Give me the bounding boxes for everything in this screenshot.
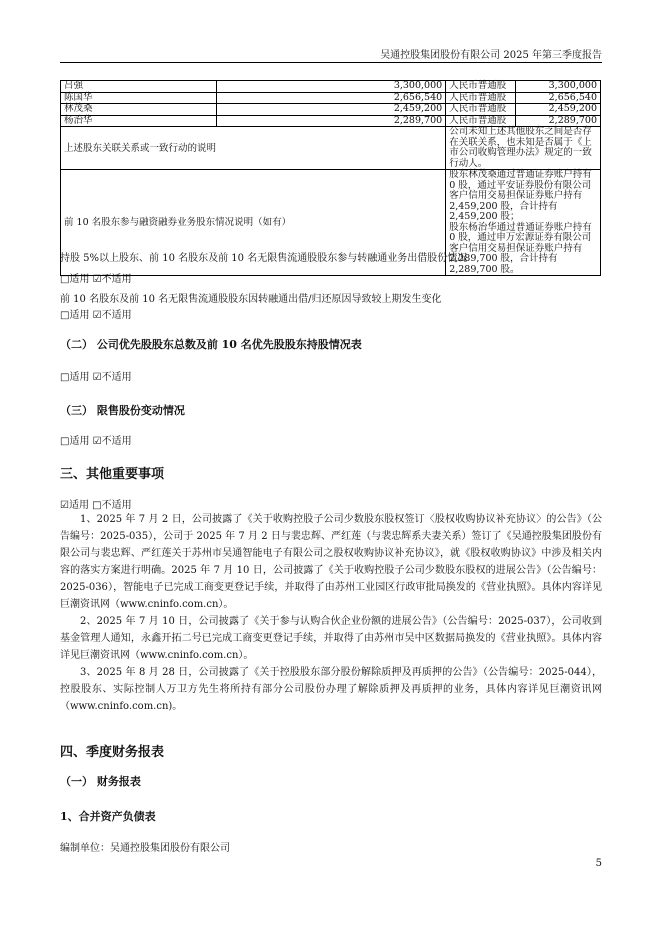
share-type: 人民币普通股: [446, 92, 516, 104]
shareholder-shares: 2,459,200: [216, 104, 446, 116]
shareholder-name: 吕强: [61, 81, 217, 93]
margin-label: 前 10 名股东参与融资融券业务股东情况说明（如有）: [61, 170, 446, 276]
matter-paragraph-1: 1、2025 年 7 月 2 日，公司披露了《关于收购控股子公司少数股东股权签订〈股权收购协议补充协议〉的公告》（公告编号：2025-035），公司于 2025 年 7 月 2 日与裴忠辉、严红莲（与裴忠辉系夫妻关系）签订了《吴通控股集团股份有限公司与裴忠辉、严红莲关于苏州市吴通智能电子有限公司之股权收购协议补充协议》，就《股权收购协议》中涉及相关内容的落实方案进行明确。2025 年 7 月 10 日，公司披露了《关于收购控股子公司少数股东股权的进展公告》（公告编号：2025-036），智能电子已完成工商变更登记手续，并取得了由苏州工业园区行政审批局换发的《营业执照》。具体内容详见巨潮资讯网（www.cninfo.com.cn）。: [60, 514, 602, 610]
financial-statements-title: （一） 财务报表: [60, 775, 141, 788]
share-type: 人民币普通股: [446, 104, 516, 116]
share-type: 人民币普通股: [446, 81, 516, 93]
compiler-line: 编制单位：吴通控股集团股份有限公司: [60, 843, 230, 854]
shareholder-name: 陈国华: [61, 92, 217, 104]
shareholder-name: 杨治华: [61, 115, 217, 127]
margin-text: [446, 170, 601, 276]
shareholder-name: 林茂桑: [61, 104, 217, 116]
page-number: 5: [595, 858, 602, 869]
shareholder-shares: 2,656,540: [216, 92, 446, 104]
table-row: [61, 127, 601, 170]
applicability-note: ☑适用 □不适用: [60, 500, 132, 511]
relation-label: 上述股东关联关系或一致行动的说明: [61, 127, 446, 170]
matter-paragraph-2: 2、2025 年 7 月 10 日，公司披露了《关于参与认购合伙企业份额的进展公告》（公告编号：2025-037），公司收到基金管理人通知，永鑫开拓二号已完成工商变更登记手续，并取得了由苏州市吴中区数据局换发的《营业执照》。具体内容详见巨潮资讯网（www.cninfo.com.cn）。: [60, 616, 602, 661]
applicability-note: □适用 ☑不适用: [60, 274, 132, 285]
other-matters-body: [60, 511, 602, 715]
share-qty: 3,300,000: [516, 81, 601, 93]
shareholder-shares: 3,300,000: [216, 81, 446, 93]
applicability-note: □适用 ☑不适用: [60, 310, 132, 321]
table-row: [61, 92, 601, 104]
share-qty: 2,656,540: [516, 92, 601, 104]
share-qty: 2,289,700: [516, 115, 601, 127]
shareholder-shares: 2,289,700: [216, 115, 446, 127]
share-qty: 2,459,200: [516, 104, 601, 116]
relation-text: 公司未知上述其他股东之间是否存在关联关系，也未知是否属于《上市公司收购管理办法》规定的一致行动人。: [446, 127, 601, 170]
section-restricted-shares-title: （三） 限售股份变动情况: [60, 404, 185, 417]
header-divider: [60, 62, 602, 63]
shareholder-table: [60, 80, 601, 276]
share-type: 人民币普通股: [446, 115, 516, 127]
part4-title: 四、季度财务报表: [60, 745, 165, 760]
part3-title: 三、其他重要事项: [60, 467, 165, 482]
change-statement: 前 10 名股东及前 10 名无限售流通股股东因转融通出借/归还原因导致较上期发生变化: [60, 294, 442, 305]
balance-sheet-title: 1、合并资产负债表: [60, 810, 156, 823]
report-header: 吴通控股集团股份有限公司 2025 年第三季度报告: [380, 50, 602, 61]
lend-statement: 持股 5%以上股东、前 10 名股东及前 10 名无限售流通股股东参与转融通业务出借股份情况: [60, 253, 468, 264]
margin-text-2: 股东杨治华通过普通证券账户持有 0 股，通过申万宏源证券有限公司客户信用交易担保证券账户持有 2,289,700 股，合计持有 2,289,700 股。: [449, 221, 592, 275]
matter-paragraph-3: 3、2025 年 8 月 28 日，公司披露了《关于控股股东部分股份解除质押及再质押的公告》（公告编号：2025-044），控股股东、实际控制人万卫方先生将所持有部分公司股份办理了解除质押及再质押的业务，具体内容详见巨潮资讯网（www.cninfo.com.cn)。: [60, 667, 602, 712]
applicability-note: □适用 ☑不适用: [60, 372, 132, 383]
table-row: [61, 104, 601, 116]
table-row: [61, 81, 601, 93]
section-preferred-shares-title: （二） 公司优先股股东总数及前 10 名优先股股东持股情况表: [60, 338, 362, 351]
table-row: [61, 115, 601, 127]
margin-text-1: 股东林茂桑通过普通证券账户持有 0 股，通过平安证券股份有限公司客户信用交易担保证券账户持有 2,459,200 股，合计持有 2,459,200 股；: [449, 169, 592, 222]
applicability-note: □适用 ☑不适用: [60, 436, 132, 447]
